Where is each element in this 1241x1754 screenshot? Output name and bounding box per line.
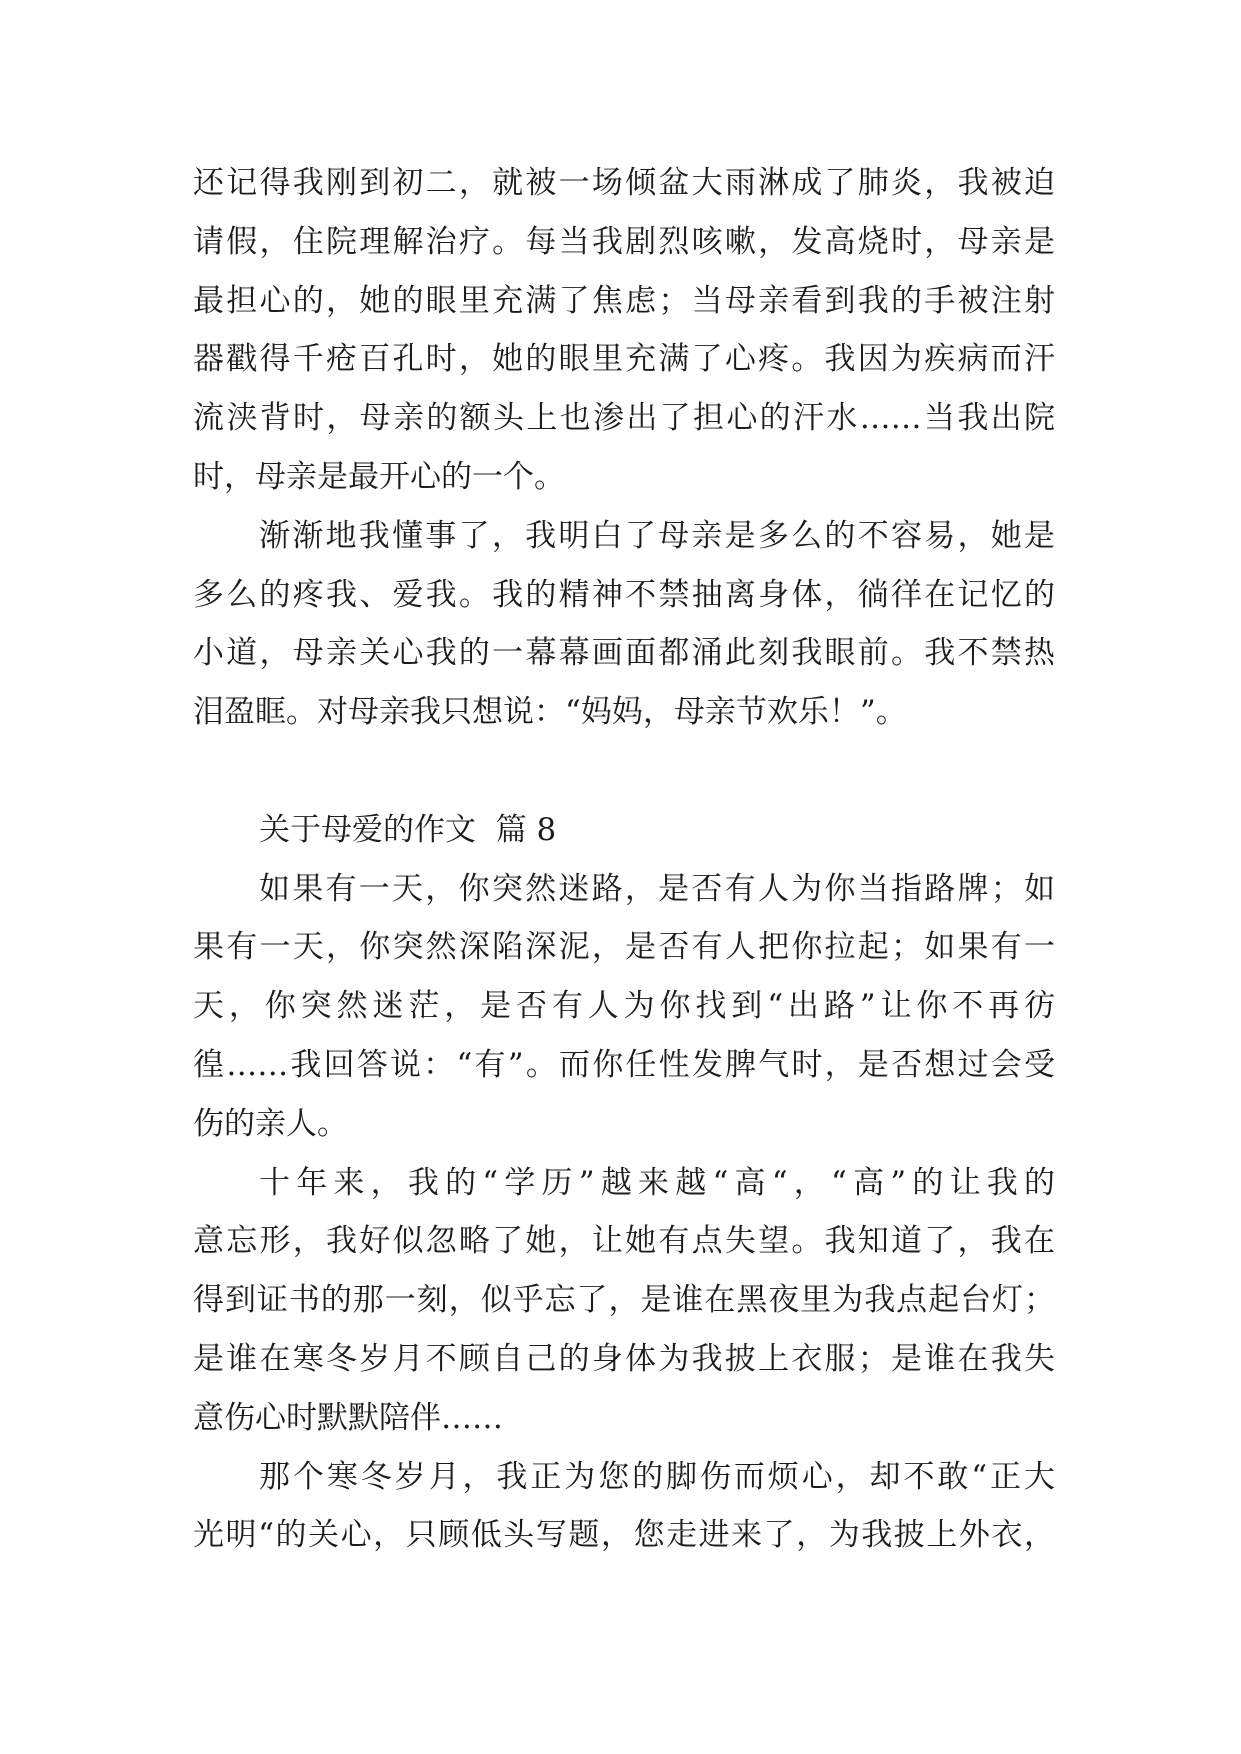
text-line: 徨……我回答说：“有”。而你任性发脾气时，是否想过会受 — [193, 1046, 1055, 1083]
text-line: 还记得我刚到初二，就被一场倾盆大雨淋成了肺炎，我被迫 — [193, 165, 1055, 201]
section-heading: 关于母爱的作文 篇 8 — [259, 811, 557, 848]
text-line: 意忘形，我好似忽略了她，让她有点失望。我知道了，我在 — [193, 1223, 1055, 1260]
text-line: 那个寒冬岁月，我正为您的脚伤而烦心，却不敢“正大 — [259, 1458, 1055, 1495]
text-line: 如果有一天，你突然迷路，是否有人为你当指路牌；如 — [259, 870, 1055, 907]
text-line: 是谁在寒冬岁月不顾自己的身体为我披上衣服；是谁在我失 — [193, 1340, 1055, 1377]
paragraph — [193, 1154, 1055, 1448]
blank-line — [193, 742, 1055, 801]
paragraph — [193, 1448, 1055, 1566]
paragraph — [193, 154, 1055, 507]
text-line: 最担心的，她的眼里充满了焦虑；当母亲看到我的手被注射 — [193, 282, 1055, 319]
text-line: 得到证书的那一刻，似乎忘了，是谁在黑夜里为我点起台灯； — [193, 1282, 1055, 1319]
text-line: 意伤心时默默陪伴…… — [193, 1399, 503, 1436]
text-line: 时，母亲是最开心的一个。 — [193, 458, 565, 495]
paragraph — [193, 860, 1055, 1154]
text-line: 请假，住院理解治疗。每当我剧烈咳嗽，发高烧时，母亲是 — [193, 223, 1055, 260]
text-line: 渐渐地我懂事了，我明白了母亲是多么的不容易，她是 — [259, 517, 1055, 554]
text-line: 天，你突然迷茫，是否有人为你找到“出路”让你不再彷 — [193, 988, 1055, 1025]
text-line: 泪盈眶。对母亲我只想说：“妈妈，母亲节欢乐！”。 — [193, 694, 907, 731]
text-line: 伤的亲人。 — [193, 1105, 348, 1142]
text-line: 多么的疼我、爱我。我的精神不禁抽离身体，徜徉在记忆的 — [193, 576, 1055, 613]
text-line: 十年来，我的“学历”越来越“高“，“高”的让我的 — [259, 1164, 1055, 1201]
text-line: 果有一天，你突然深陷深泥，是否有人把你拉起；如果有一 — [193, 929, 1055, 966]
text-line: 光明“的关心，只顾低头写题，您走进来了，为我披上外衣， — [193, 1517, 1055, 1554]
document-body — [193, 154, 1055, 1565]
text-line: 小道，母亲关心我的一幕幕画面都涌此刻我眼前。我不禁热 — [193, 635, 1055, 672]
text-line: 器戳得千疮百孔时，她的眼里充满了心疼。我因为疾病而汗 — [193, 341, 1055, 378]
paragraph — [193, 507, 1055, 742]
text-line: 流浃背时，母亲的额头上也渗出了担心的汗水……当我出院 — [193, 400, 1055, 437]
